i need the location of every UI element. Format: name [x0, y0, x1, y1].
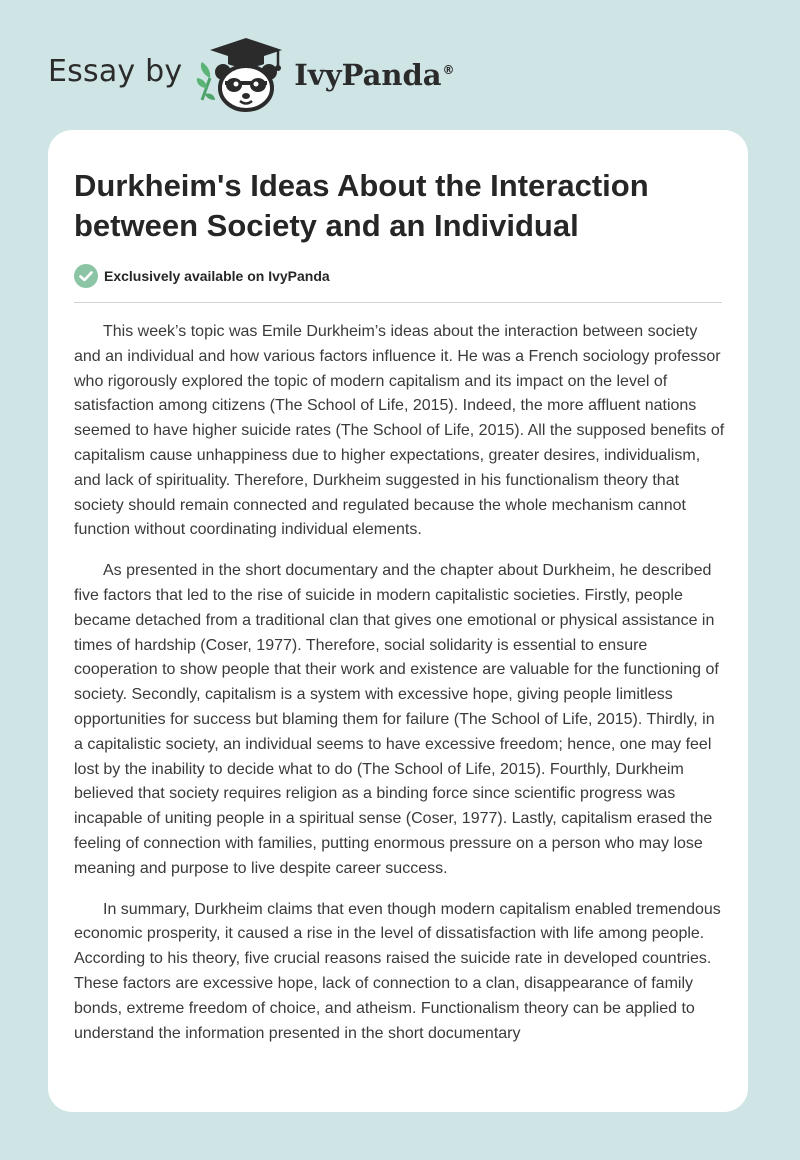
- badge-text: Exclusively available on IvyPanda: [104, 268, 330, 284]
- brand-prefix: Essay by: [48, 53, 183, 89]
- divider: [74, 302, 722, 303]
- check-circle-icon: [74, 264, 98, 288]
- exclusive-badge: [74, 264, 330, 288]
- essay-card: [48, 130, 748, 1112]
- essay-title: Durkheim's Ideas About the Interaction between Society and an Individual: [74, 168, 649, 243]
- site-brand[interactable]: [48, 34, 455, 114]
- paragraph: In summary, Durkheim claims that even though modern capitalism enabled tremendous economic prosperity, it caused a rise in the level of dissatisfaction with life among people. According to his theory, five crucial reasons raised the suicide rate in developed countries. These factors are excessive hope, lack of connection to a clan, disappearance of family bonds, extreme freedom of choice, and atheism. Functionalism theory can be applied to understand the information presented in the short documentary: [74, 900, 721, 1042]
- essay-body: [74, 320, 726, 1062]
- registered-mark: ®: [442, 63, 455, 78]
- paragraph: As presented in the short documentary and the chapter about Durkheim, he described five factors that led to the rise of suicide in modern capitalistic societies. Firstly, people became detached from a traditional clan that gives one emotional or physical assistance in times of hardship (Coser, 1977). Therefore, social solidarity is essential to ensure cooperation to show people that their work and existence are valuable for the functioning of society. Secondly, capitalism is a system with excessive hope, giving people limitless opportunities for success but blaming them for failure (The School of Life, 2015). Thirdly, in a capitalistic society, an individual seems to have excessive freedom; hence, one may feel lost by the inability to decide what to do (The School of Life, 2015). Fourthly, Durkheim believed that society requires religion as a binding force since scientific progress was incapable of uniting people in a spiritual sense (Coser, 1977). Lastly, capitalism erased the feeling of connection with families, putting enormous pressure on a person who may lose meaning and purpose to live despite career success.: [74, 562, 719, 877]
- panda-logo-icon: [196, 34, 288, 114]
- brand-name: IvyPanda®: [294, 58, 455, 92]
- paragraph: This week’s topic was Emile Durkheim’s ideas about the interaction between society and an individual and how various factors influence it. He was a French sociology professor who rigorously explored the topic of modern capitalism and its impact on the level of satisfaction among citizens (The School of Life, 2015). Indeed, the more affluent nations seemed to have higher suicide rates (The School of Life, 2015). All the supposed benefits of capitalism cause unhappiness due to higher expectations, greater desires, individualism, and lack of spirituality. Therefore, Durkheim suggested in his functionalism theory that society should remain connected and regulated because the whole mechanism cannot function without coordinating individual elements.: [74, 323, 725, 539]
